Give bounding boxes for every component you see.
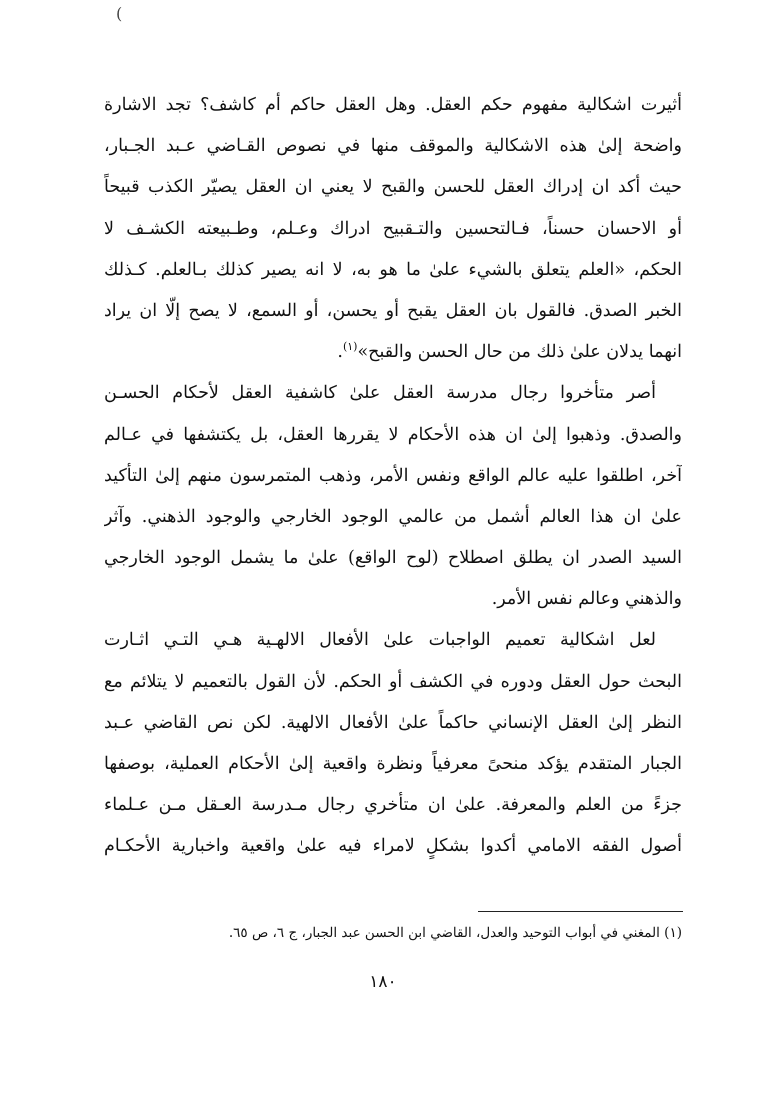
text-line: لعل اشكالية تعميم الواجبات علىٰ الأفعال الالهـية هـي التـي اثـارت bbox=[104, 630, 656, 651]
text-line: البحث حول العقل ودوره في الكشف أو الحكم. لأن القول بالتعميم لا يتلائم مع bbox=[104, 671, 682, 692]
paragraph-1 bbox=[104, 85, 682, 373]
paragraph-2 bbox=[104, 373, 682, 620]
footnote: (١) المغني في أبواب التوحيد والعدل، القاضي ابن الحسن عبد الجبار، ج ٦، ص ٦٥. bbox=[228, 925, 682, 941]
corner-mark: ( bbox=[116, 4, 123, 23]
text-line: السيد الصدر ان يطلق اصطلاح (لوح الواقع) علىٰ ما يشمل الوجود الخارجي bbox=[104, 548, 682, 569]
text-line: آخر، اطلقوا عليه عالم الواقع ونفس الأمر، وذهب المتمرسون منهم إلىٰ التأكيد bbox=[104, 465, 682, 486]
footnote-reference[interactable]: (١) bbox=[342, 340, 358, 354]
text-line: الجبار المتقدم يؤكد منحىً معرفياً ونظرة واقعية إلىٰ الأحكام العملية، بوصفها bbox=[104, 754, 682, 774]
text-line: أصر متأخروا رجال مدرسة العقل علىٰ كاشفية العقل لأحكام الحسـن bbox=[104, 383, 656, 404]
text-line-with-footnote: انهما يدلان علىٰ ذلك من حال الحسن والقبح»$^{(١)}$. bbox=[337, 340, 682, 363]
text-line: الخبر الصدق. فالقول بان العقل يقبح أو يحسن، أو السمع، لا يصح إلّا ان يراد bbox=[104, 300, 682, 321]
text-line: واضحة إلىٰ هذه الاشكالية والموقف منها في نصوص القـاضي عـبد الجـبار، bbox=[104, 136, 682, 157]
text-line: والذهني وعالم نفس الأمر. bbox=[491, 589, 682, 610]
text-line: والصدق. وذهبوا إلىٰ ان هذه الأحكام لا يقررها العقل، بل يكتشفها في عـالم bbox=[104, 424, 682, 445]
text-line: النظر إلىٰ العقل الإنساني حاكماً علىٰ الأفعال الالهية. لكن نص القاضي عـبد bbox=[104, 712, 682, 733]
text-line: الحكم، «العلم يتعلق بالشيء علىٰ ما هو به، لا انه يصير كذلك بـالعلم. كـذلك bbox=[104, 259, 682, 280]
body-text bbox=[104, 85, 682, 868]
text-line: انهما يدلان علىٰ ذلك من حال الحسن والقبح» bbox=[357, 342, 682, 363]
page-number: ١٨٠ bbox=[369, 972, 397, 992]
footnote-divider bbox=[478, 911, 683, 912]
text-line: جزءً من العلم والمعرفة. علىٰ ان متأخري رجال مـدرسة العـقل مـن عـلماء bbox=[104, 795, 682, 816]
text-line: أصول الفقه الامامي أكدوا بشكلٍ لامراء فيه علىٰ واقعية واخبارية الأحكـام bbox=[104, 836, 682, 857]
text-line: أو الاحسان حسناً، فـالتحسين والتـقبيح ادراك وعـلم، وطـبيعته الكشـف لا bbox=[104, 218, 682, 239]
text-line: علىٰ ان هذا العالم أشمل من عالمي الوجود الخارجي والوجود الذهني. وآثر bbox=[104, 506, 682, 527]
text-line: أثيرت اشكالية مفهوم حكم العقل. وهل العقل حاكم أم كاشف؟ تجد الاشارة bbox=[104, 95, 682, 115]
text-line: حيث أكد ان إدراك العقل للحسن والقبح لا يعني ان العقل يصيّر الكذب قبيحاً bbox=[104, 177, 682, 198]
paragraph-3 bbox=[104, 620, 682, 867]
